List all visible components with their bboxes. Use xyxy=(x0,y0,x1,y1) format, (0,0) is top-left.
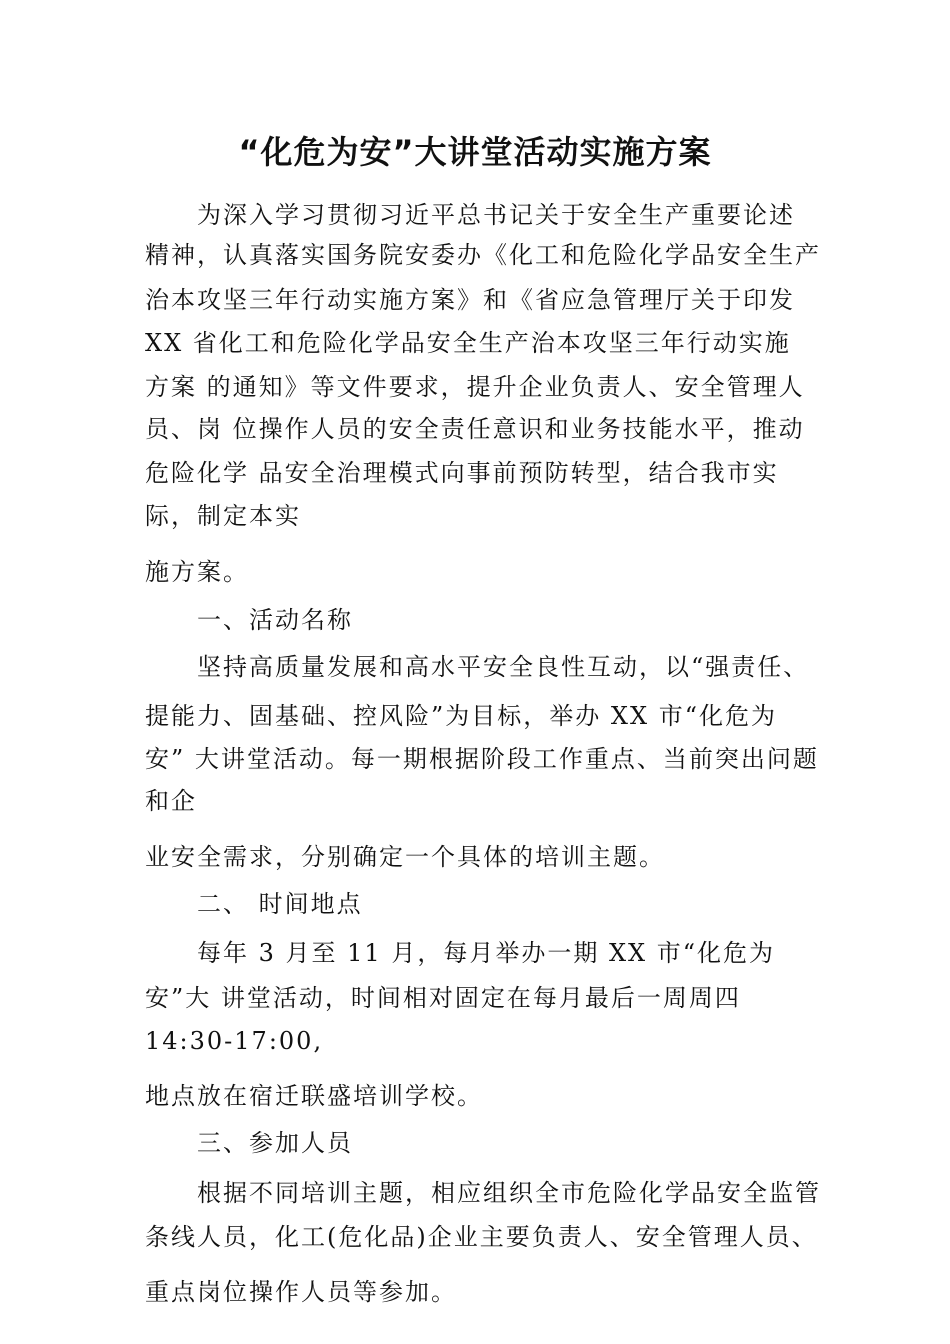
section3-line-2: 条线人员，化工(危化品)企业主要负责人、安全管理人员、 xyxy=(145,1223,818,1251)
section-heading-3: 三、参加人员 xyxy=(197,1129,353,1157)
section-heading-1: 一、活动名称 xyxy=(197,606,353,634)
intro-line-9: 施方案。 xyxy=(145,558,249,586)
section1-line-5: 业安全需求，分别确定一个具体的培训主题。 xyxy=(145,843,665,871)
intro-line-5: 方案 的通知》等文件要求，提升企业负责人、安全管理人 xyxy=(145,373,805,401)
section2-line-3: 14:30-17:00, xyxy=(145,1027,324,1055)
section1-line-1: 坚持高质量发展和高水平安全良性互动，以“强责任、 xyxy=(197,653,810,681)
section-heading-2: 二、 时间地点 xyxy=(197,890,363,918)
intro-line-2: 精神，认真落实国务院安委办《化工和危险化学品安全生产 xyxy=(145,241,821,269)
section2-line-1: 每年 3 月至 11 月，每月举办一期 XX 市“化危为 xyxy=(197,939,776,967)
intro-line-1: 为深入学习贯彻习近平总书记关于安全生产重要论述 xyxy=(197,201,795,229)
section2-line-2: 安”大 讲堂活动，时间相对固定在每月最后一周周四 xyxy=(145,984,741,1012)
intro-line-3: 治本攻坚三年行动实施方案》和《省应急管理厅关于印发 xyxy=(145,286,795,314)
section3-line-3: 重点岗位操作人员等参加。 xyxy=(145,1278,457,1306)
section1-line-4: 和企 xyxy=(145,787,197,815)
document-title: “化危为安”大讲堂活动实施方案 xyxy=(238,133,712,171)
section3-line-1: 根据不同培训主题，相应组织全市危险化学品安全监管 xyxy=(197,1179,821,1207)
section2-line-4: 地点放在宿迁联盛培训学校。 xyxy=(145,1082,483,1110)
intro-line-6: 员、岗 位操作人员的安全责任意识和业务技能水平，推动 xyxy=(145,415,805,443)
intro-line-4: XX 省化工和危险化学品安全生产治本攻坚三年行动实施 xyxy=(145,329,791,357)
intro-line-7: 危险化学 品安全治理模式向事前预防转型，结合我市实 xyxy=(145,459,779,487)
section1-line-3: 安” 大讲堂活动。每一期根据阶段工作重点、当前突出问题 xyxy=(145,745,819,773)
section1-line-2: 提能力、固基础、控风险”为目标，举办 XX 市“化危为 xyxy=(145,702,777,730)
intro-line-8: 际，制定本实 xyxy=(145,502,301,530)
